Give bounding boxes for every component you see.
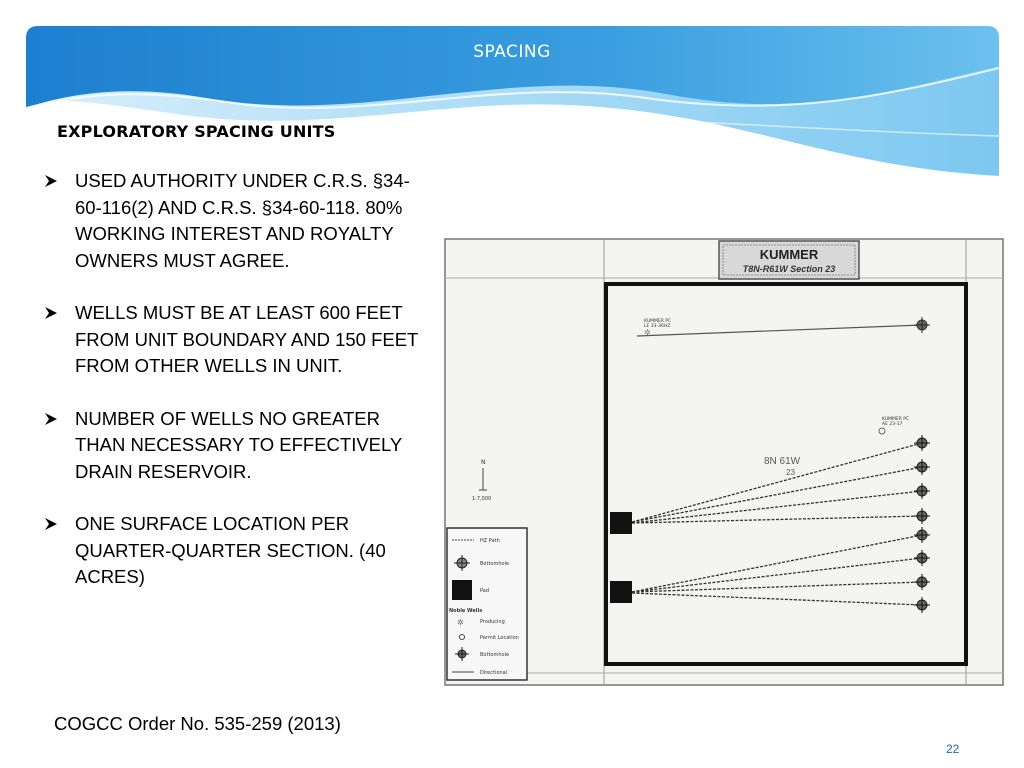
pad-north	[610, 512, 632, 534]
bullet-text: USED AUTHORITY UNDER C.R.S. §34-60-116(2) AND C.R.S. §34-60-118. 80% WORKING INTEREST AND ROYALTY OWNERS MUST AGREE.	[75, 170, 410, 271]
bullet-item	[44, 511, 424, 591]
north-label: N	[481, 459, 486, 466]
legend-hz-path: HZ Path	[480, 538, 500, 544]
bullet-item	[44, 406, 424, 486]
order-citation: COGCC Order No. 535-259 (2013)	[54, 713, 341, 734]
legend-directional: Directional	[480, 670, 508, 676]
spacing-unit-map	[444, 238, 1004, 686]
bullet-text: WELLS MUST BE AT LEAST 600 FEET FROM UNIT BOUNDARY AND 150 FEET FROM OTHER WELLS IN UNIT.	[75, 302, 419, 376]
map-legend	[447, 528, 527, 680]
map-title-box	[719, 241, 859, 279]
arrow-bullet-icon	[44, 306, 58, 320]
section-number: 23	[786, 468, 795, 477]
slide-subtitle: EXPLORATORY SPACING UNITS	[57, 122, 336, 141]
well-label-top: KUMMER PC	[644, 319, 672, 324]
well-label-right-number: AE 23-17	[882, 422, 903, 427]
map-title-section: T8N-R61W Section 23	[742, 264, 836, 274]
map-title-name: KUMMER	[759, 247, 819, 262]
arrow-bullet-icon	[44, 174, 58, 188]
legend-producing: Producing	[480, 619, 505, 625]
bullet-text: NUMBER OF WELLS NO GREATER THAN NECESSARY TO EFFECTIVELY DRAIN RESERVOIR.	[75, 407, 402, 482]
legend-pad: Pad	[480, 588, 490, 594]
page-number: 22	[946, 742, 960, 756]
bullet-text: ONE SURFACE LOCATION PER QUARTER-QUARTER SECTION. (40 ACRES)	[75, 513, 386, 587]
township-label: 8N 61W	[764, 456, 801, 467]
well-label-top-number: LE 33-36HZ	[644, 324, 671, 329]
bullet-list	[44, 168, 424, 617]
bullet-item	[44, 300, 424, 380]
arrow-bullet-icon	[44, 412, 58, 426]
legend-bottomhole: Bottomhole	[480, 561, 510, 567]
pad-south	[610, 581, 632, 603]
scale-label: 1:7,000	[472, 496, 492, 502]
slide-title: SPACING	[473, 42, 551, 62]
well-label-right: KUMMER PC	[882, 417, 910, 422]
legend-noble-wells: Noble Wells	[449, 608, 483, 614]
legend-bottomhole-2: Bottomhole	[480, 652, 510, 658]
arrow-bullet-icon	[44, 517, 58, 531]
legend-permit-location: Permit Location	[480, 635, 519, 641]
bullet-item	[44, 168, 424, 274]
legend-producing-icon: ✲	[457, 618, 464, 627]
permit-star-icon: ✲	[644, 328, 651, 337]
